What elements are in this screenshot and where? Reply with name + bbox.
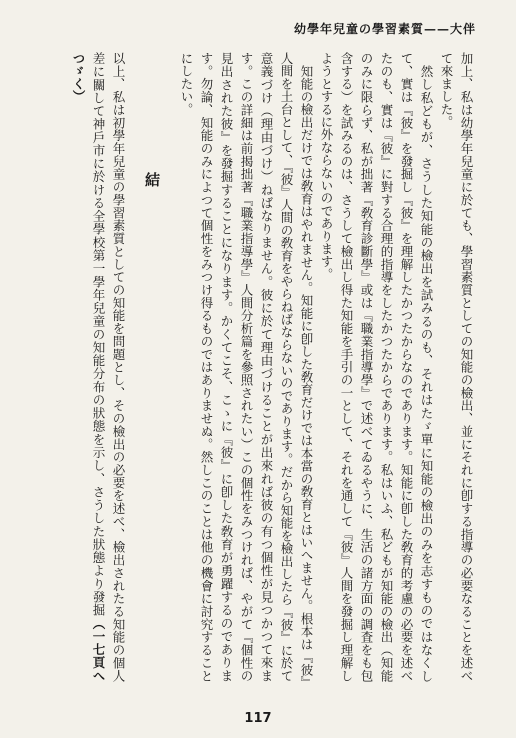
paragraph-3: 知能の檢出だけでは敎育はやれません。知能に卽した敎育だけでは本當の敎育とはいへません。根本は『彼』人間を土台として、『彼』人間の敎育をやらねばならないのであります。だから知能を檢出したら『彼』に於て意義づけ（理由づけ）ねばなりません。彼に於て理由づけることが出來れば彼の有つ個性が見つかつて來ます。この詳細は前揭拙著『職業指導學』人間分析篇を參照されたい）この個性をみつければ、やがて『個性の見出された彼』を發掘することになります。かくてこそ、こゝに『彼』に卽した敎育が勇躍するのであります。勿論、知能のみによつて個性をみつけ得るものではありませぬ。然しこのことは他の機會に討究することにしたい。: [179, 52, 314, 682]
running-header: 幼學年兒童の學習素質——大伴: [293, 22, 476, 36]
section-heading: 結: [143, 172, 161, 195]
closing-paragraph-text: 以上、私は初學年兒童の學習素質としての知能を問題とし、その檢出の必要を述べ、檢出されたる知能の個人差に關して神戶市に於ける全學校第一學年兒童の知能分布の狀態を示し、さうした狀態より發掘: [91, 52, 126, 682]
body-text: [36, 52, 476, 682]
page-number: 117: [244, 711, 272, 726]
paragraph-1: 加上、私は幼學年兒童に於ても、學習素質としての知能の檢出、並にそれに卽する指導の必要なることを述べて來ました。: [439, 52, 474, 682]
closing-paragraph: [68, 52, 128, 682]
continued-marker: （一七頁へつゞく）: [71, 52, 106, 682]
paragraph-2: 然し私どもが、さうした知能の檢出を試みるのも、それはたゞ單に知能の檢出のみを志すものではなくして、實は『彼』を發掘し『彼』を理解したかつたからなのであります。知能に卽した敎育的考慮の必要を述べたのも、實は『彼』に對する合理的指導をしたかつたからであります。私はいふ、私どもが知能の檢出（知能のみに限らず、私が拙著『敎育診斷學』或は『職業指導學』で述べてゐるやうに、生活の諸方面の調査をも包含する）を試みるのは、さうして檢出し得た知能を手引の一として、それを通して『彼』人間を發掘し理解しようとするに外ならないのであります。: [319, 52, 434, 682]
